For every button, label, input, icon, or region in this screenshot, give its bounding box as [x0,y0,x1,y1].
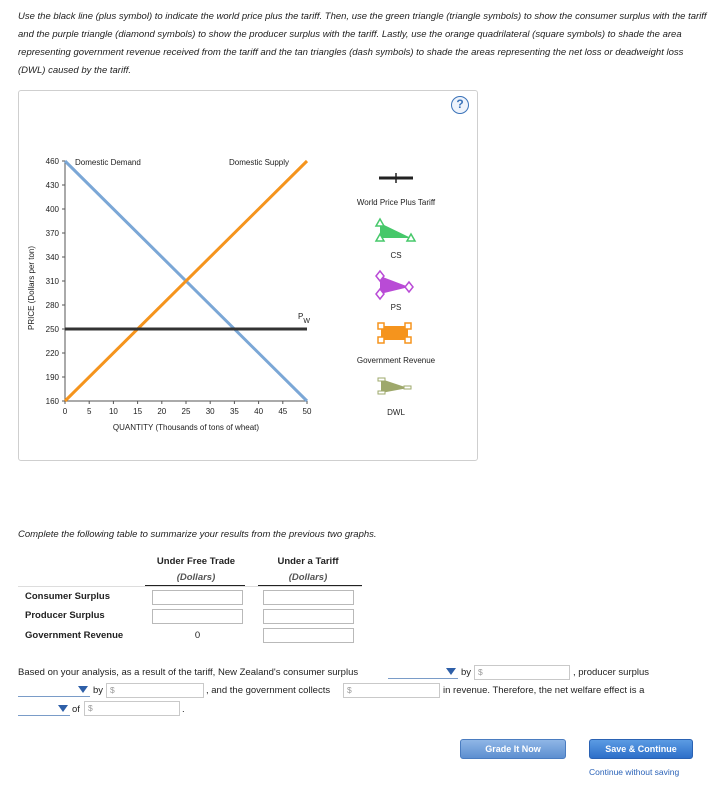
ps-amount-input[interactable]: $ [106,683,204,698]
welfare-amount-input[interactable]: $ [84,701,180,716]
x-tick-label: 20 [157,407,167,416]
y-tick-label: 400 [45,205,59,214]
chart-series [65,161,307,401]
pw-p: P [298,312,304,321]
gov-amount-input[interactable]: $ [343,683,440,698]
col-free-trade-title: Under Free Trade [156,556,236,567]
y-axis-label: PRICE (Dollars per ton) [27,245,36,330]
tool-world-price-plus-tariff[interactable] [379,173,413,183]
sentence-of: of [72,704,80,715]
demand-label: Domestic Demand [75,158,141,167]
save-and-continue-button[interactable]: Save & Continue [589,739,693,759]
row-label-consumer-surplus: Consumer Surplus [25,591,110,602]
cs-free-trade-input[interactable] [152,590,243,605]
tool-label-cs: CS [390,251,402,260]
welfare-effect-dropdown[interactable] [18,702,70,716]
x-tick-label: 25 [181,407,191,416]
col-tariff-title: Under a Tariff [277,556,339,567]
x-tick-label: 30 [205,407,215,416]
x-axis-label: QUANTITY (Thousands of tons of wheat) [112,423,260,432]
tool-label-ps: PS [390,303,402,312]
table-divider [18,586,362,587]
square-icon [378,323,384,329]
continue-without-saving-link[interactable]: Continue without saving [589,767,680,777]
chevron-down-icon [78,686,88,693]
x-tick-label: 35 [229,407,239,416]
y-tick-label: 160 [45,397,59,406]
supply-label: Domestic Supply [229,158,290,167]
y-tick-label: 220 [45,349,59,358]
complete-instruction: Complete the following table to summarize your results from the previous two graphs. [18,529,377,540]
y-tick-label: 340 [45,253,59,262]
help-icon[interactable]: ? [451,96,469,114]
y-tick-label: 190 [45,373,59,382]
tool-cs[interactable] [376,219,415,241]
x-tick-label: 50 [302,407,312,416]
x-tick-label: 5 [86,407,92,416]
pw-w: W [303,318,310,325]
col-free-trade-sub: (Dollars) [176,572,216,583]
dash-icon [378,378,385,381]
tool-label-dwl: DWL [387,408,405,417]
y-tick-label: 370 [45,229,59,238]
x-tick-label: 10 [108,407,118,416]
ps-change-dropdown[interactable] [18,683,90,697]
tool-dwl[interactable] [378,378,411,394]
y-tick-label: 310 [45,277,59,286]
x-tick-label: 40 [254,407,264,416]
ps-free-trade-input[interactable] [152,609,243,624]
sentence-by-1: by [461,667,472,678]
world-price-label [298,312,310,325]
triangle-icon [376,219,384,226]
sentence-gov: , and the government collects [206,685,331,696]
grade-it-now-button[interactable]: Grade It Now [460,739,566,759]
y-tick-label: 250 [45,325,59,334]
sentence-by-2: by [93,685,104,696]
chevron-down-icon [446,668,456,675]
row-label-producer-surplus: Producer Surplus [25,610,105,621]
tool-government-revenue[interactable] [378,323,411,343]
ps-tariff-input[interactable] [263,609,354,624]
tool-ps[interactable] [376,271,413,299]
gov-rev-free-trade-value: 0 [194,630,201,641]
x-tick-label: 0 [62,407,68,416]
row-label-government-revenue: Government Revenue [25,630,124,641]
tool-label-government-revenue: Government Revenue [356,356,436,365]
cs-tariff-input[interactable] [263,590,354,605]
cs-amount-input[interactable]: $ [474,665,570,680]
instructions: Use the black line (plus symbol) to indicate the world price plus the tariff. Then, use the green triangle (triangle symbols) to show the consumer surplus with the tariff and the purple triangle (diamond symbols) to show the producer surplus with the tariff. Lastly, use the orange quadrilateral (square symbols) to shade the area representing government revenue received from the tariff and the tan triangles (dash symbols) to shade the areas representing the net loss or deadweight loss (DWL) caused by the tariff. [18,11,707,76]
col-tariff-sub: (Dollars) [288,572,328,583]
tool-label-world-price: World Price Plus Tariff [356,198,436,207]
gov-rev-tariff-input[interactable] [263,628,354,643]
chevron-down-icon [58,705,68,712]
y-tick-label: 280 [45,301,59,310]
cs-change-dropdown[interactable] [388,665,458,679]
sentence-revenue: in revenue. Therefore, the net welfare effect is a [443,685,645,696]
sentence-producer: , producer surplus [573,667,650,678]
sentence-period: . [182,704,185,715]
x-tick-label: 15 [133,407,143,416]
sentence-part1: Based on your analysis, as a result of the tariff, New Zealand's consumer surplus [18,667,359,678]
y-tick-label: 430 [45,181,59,190]
y-tick-label: 460 [45,157,59,166]
x-tick-label: 45 [278,407,288,416]
